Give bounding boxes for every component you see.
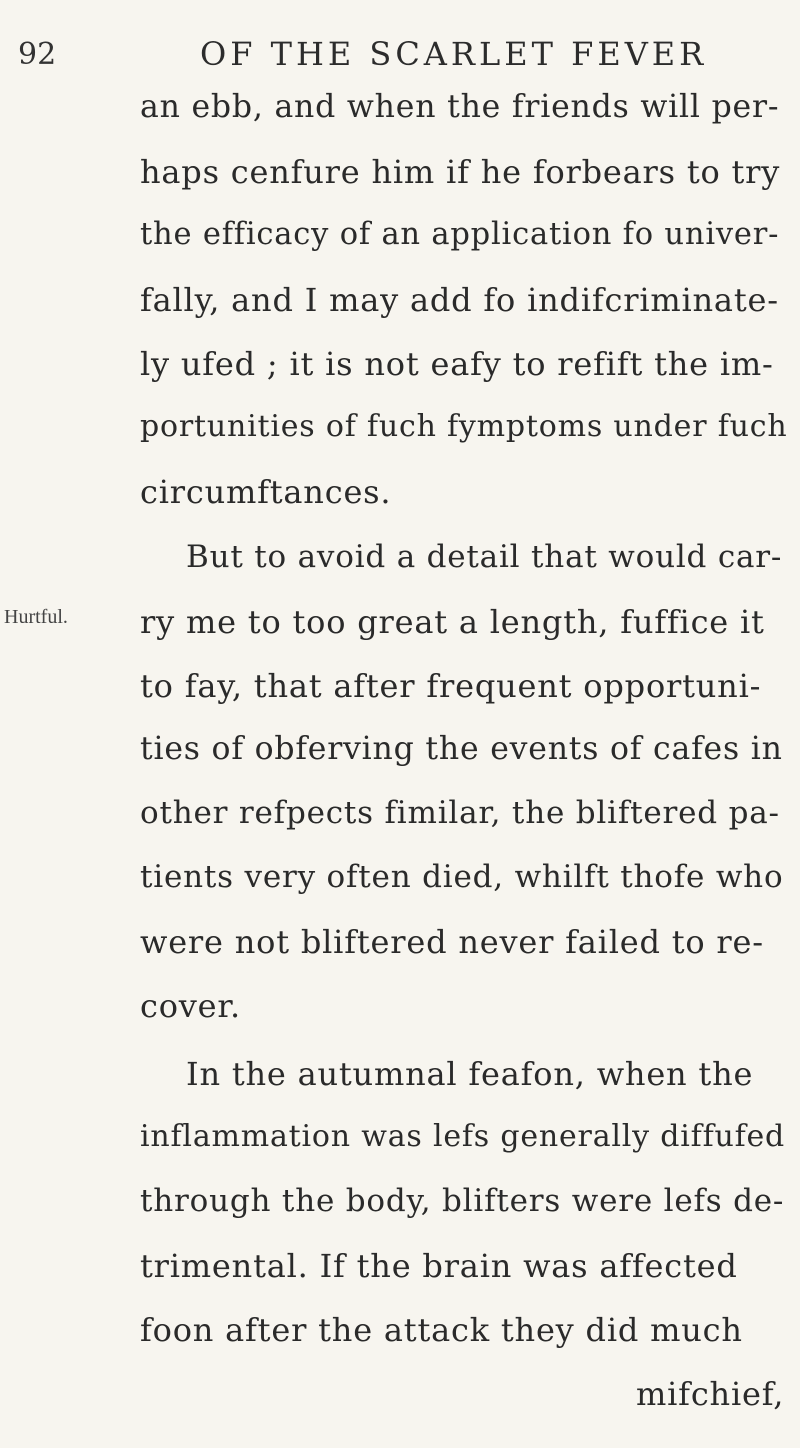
text-line: to fay, that after frequent opportuni- <box>140 667 762 705</box>
text-line: other refpects fimilar, the bliftered pa- <box>140 795 780 831</box>
text-line: haps cenfure him if he forbears to try <box>140 153 781 191</box>
text-line: But to avoid a detail that would car- <box>186 539 783 575</box>
text-line: circumftances. <box>140 473 392 511</box>
text-line: ties of obferving the events of cafes in <box>140 731 783 767</box>
text-line: tients very often died, whilft thofe who <box>140 859 784 895</box>
text-line: ry me to too great a length, fuffice it <box>140 603 765 641</box>
page-number: 92 <box>18 37 57 72</box>
text-line: trimental. If the brain was affected <box>140 1247 738 1285</box>
margin-note: Hurtful. <box>4 606 68 628</box>
text-line: inflammation was lefs generally diffufed <box>140 1119 786 1154</box>
text-line: cover. <box>140 987 241 1025</box>
running-head: OF THE SCARLET FEVER <box>200 35 708 73</box>
text-line: ly ufed ; it is not eafy to refift the im- <box>140 345 774 383</box>
text-line: through the body, blifters were lefs de- <box>140 1183 785 1219</box>
text-line: the efficacy of an application fo univer- <box>140 217 780 252</box>
text-line: portunities of fuch fymptoms under fuch <box>140 409 788 444</box>
text-line: foon after the attack they did much <box>140 1311 743 1349</box>
text-line: an ebb, and when the friends will per- <box>140 89 780 125</box>
text-line: mifchief, <box>636 1375 785 1413</box>
text-line: In the autumnal feafon, when the <box>186 1055 754 1093</box>
text-line: were not bliftered never failed to re- <box>140 923 764 961</box>
text-line: fally, and I may add fo indifcriminate- <box>140 281 779 319</box>
